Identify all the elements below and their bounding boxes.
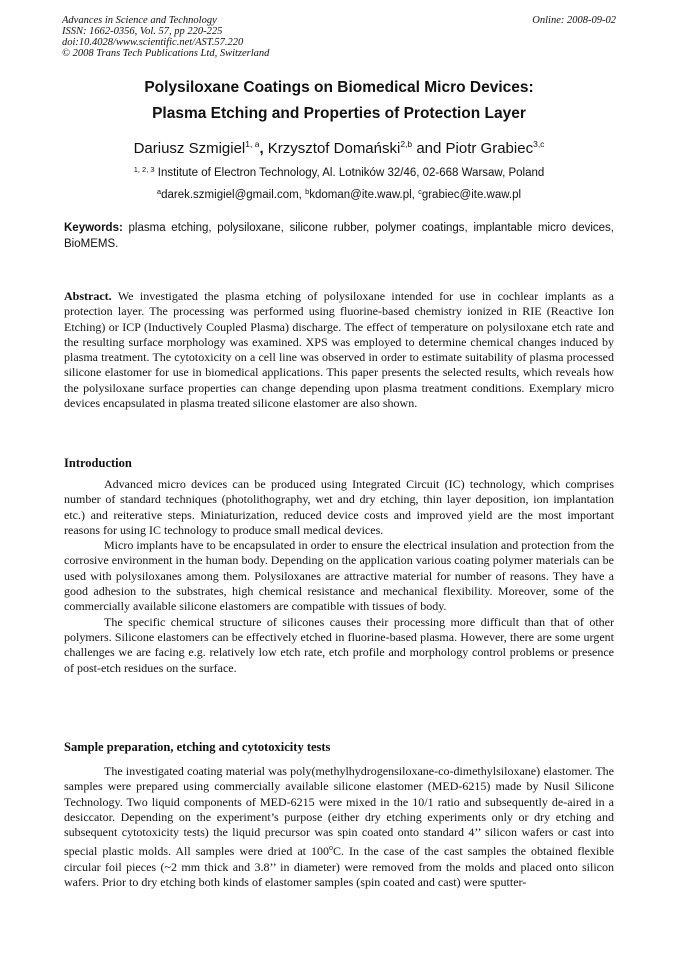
author-name: Piotr Grabiec: [445, 140, 534, 157]
keywords: [64, 220, 614, 252]
author-superscript: 3,c: [533, 139, 545, 149]
author-superscript: 2,b: [400, 139, 413, 149]
online-date: Online: 2008-09-02: [532, 15, 616, 26]
author-name: Krzysztof Domański: [267, 140, 401, 157]
degree-superscript: o: [329, 843, 333, 853]
abstract-label: Abstract.: [64, 289, 112, 303]
keywords-text: plasma etching, polysiloxane, silicone rubber, polymer coatings, implantable micro devices, BioMEMS.: [64, 222, 614, 250]
paragraph-text: The investigated coating material was poly(methylhydrogensiloxane-co-dimethylsiloxane) elastomer. The samples were prepared using commercially available silicone elastomer (MED-6215) made by Nusil Silicone Technology. Two liquid components of MED-6215 were mixed in the 10/1 ratio and subsequently de-aired in a desiccator. Depending on the experiment’s purpose (either dry etching experiments only or dry etching and subsequent cytotoxicity tests) the liquid precursor was spin coated onto standard 4’’ silicon wafers or cast into special plastic molds. All samples were dried at 100: [64, 764, 614, 859]
author-list: [60, 139, 618, 157]
author-name: Dariusz Szmigiel: [133, 140, 246, 157]
section-heading-sample-preparation: Sample preparation, etching and cytotoxicity tests: [64, 740, 331, 754]
paragraph: [64, 764, 614, 890]
email-superscript: b: [305, 187, 310, 196]
sample-preparation-body: [64, 764, 614, 890]
affiliation-text: Institute of Electron Technology, Al. Lotników 32/46, 02-668 Warsaw, Poland: [157, 167, 545, 179]
email-address: darek.szmigiel@gmail.com,: [161, 189, 306, 201]
author-separator: ,: [259, 140, 268, 157]
abstract-paragraph: [64, 289, 614, 411]
journal-issn: ISSN: 1662-0356, Vol. 57, pp 220-225: [62, 26, 223, 37]
keywords-label: Keywords:: [64, 222, 123, 234]
abstract: [64, 289, 614, 411]
affiliation-superscript: 1, 2, 3: [133, 165, 155, 174]
email-list: [60, 187, 618, 201]
author-separator: and: [412, 140, 446, 157]
journal-header: [62, 15, 269, 59]
author-superscript: 1, a: [245, 139, 260, 149]
email-superscript: c: [418, 187, 422, 196]
email-address: kdoman@ite.waw.pl,: [309, 189, 419, 201]
section-heading-introduction: Introduction: [64, 456, 132, 470]
email-address: grabiec@ite.waw.pl: [421, 189, 522, 201]
paper-title-line-2: Plasma Etching and Properties of Protection Layer: [152, 105, 526, 122]
paper-title-line-1: Polysiloxane Coatings on Biomedical Micro Devices:: [144, 79, 534, 96]
paragraph: Advanced micro devices can be produced using Integrated Circuit (IC) technology, which comprises number of standard techniques (photolithography, wet and dry etching, thin layer deposition, ion implantation etc.) and reiterative steps. Miniaturization, reduced device costs and improved yield are the most important reasons for using IC technology to produce small medical devices.: [64, 477, 614, 537]
journal-name: Advances in Science and Technology: [62, 15, 217, 26]
journal-copyright: © 2008 Trans Tech Publications Ltd, Switzerland: [62, 48, 270, 59]
paragraph: Micro implants have to be encapsulated in order to ensure the electrical insulation and protection from the corrosive environment in the human body. Depending on the application various coating polymer materials can be used with polysiloxanes among them. Polysiloxanes are attractive material for number of reasons. They have a good adhesion to the substrates, high chemical resistance and mechanical flexibility. Moreover, some of the commercially available silicone elastomers are compatible with tissues of body.: [64, 538, 614, 614]
paragraph-text: C. In the case of the cast samples the obtained flexible circular foil pieces (~2 mm thick and 3.8’’ in diameter) were removed from the molds and placed onto silicon wafers. Prior to dry etching both kinds of elastomer samples (spin coated and cast) were sputter-: [64, 844, 614, 890]
abstract-text: We investigated the plasma etching of polysiloxane intended for use in cochlear implants as a protection layer. The processing was performed using fluorine-based chemistry ionized in RIE (Reactive Ion Etching) or ICP (Inductively Coupled Plasma) discharge. The effect of temperature on polysiloxane etch rate and the resulting surface morphology was examined. XPS was employed to determine chemical changes induced by plasma treatment. The cytotoxicity on a cell line was observed in order to estimate suitability of plasma processed silicone elastomer for use in biomedical applications. This paper presents the selected results, which reveals how the polysiloxane surface properties can change depending upon plasma treatment conditions. Exemplary micro devices encapsulated in plasma treated silicone elastomer are also shown.: [64, 289, 614, 411]
paragraph: The specific chemical structure of silicones causes their processing more difficult than that of other polymers. Silicone elastomers can be effectively etched in fluorine-based plasma. However, there are some urgent challenges we are facing e.g. relatively low etch rate, etch profile and morphology control problems or presence of post-etch residues on the surface.: [64, 614, 614, 675]
journal-doi: doi:10.4028/www.scientific.net/AST.57.220: [62, 37, 244, 48]
affiliation: [60, 165, 618, 179]
introduction-body: [64, 477, 614, 676]
email-superscript: a: [156, 187, 162, 196]
